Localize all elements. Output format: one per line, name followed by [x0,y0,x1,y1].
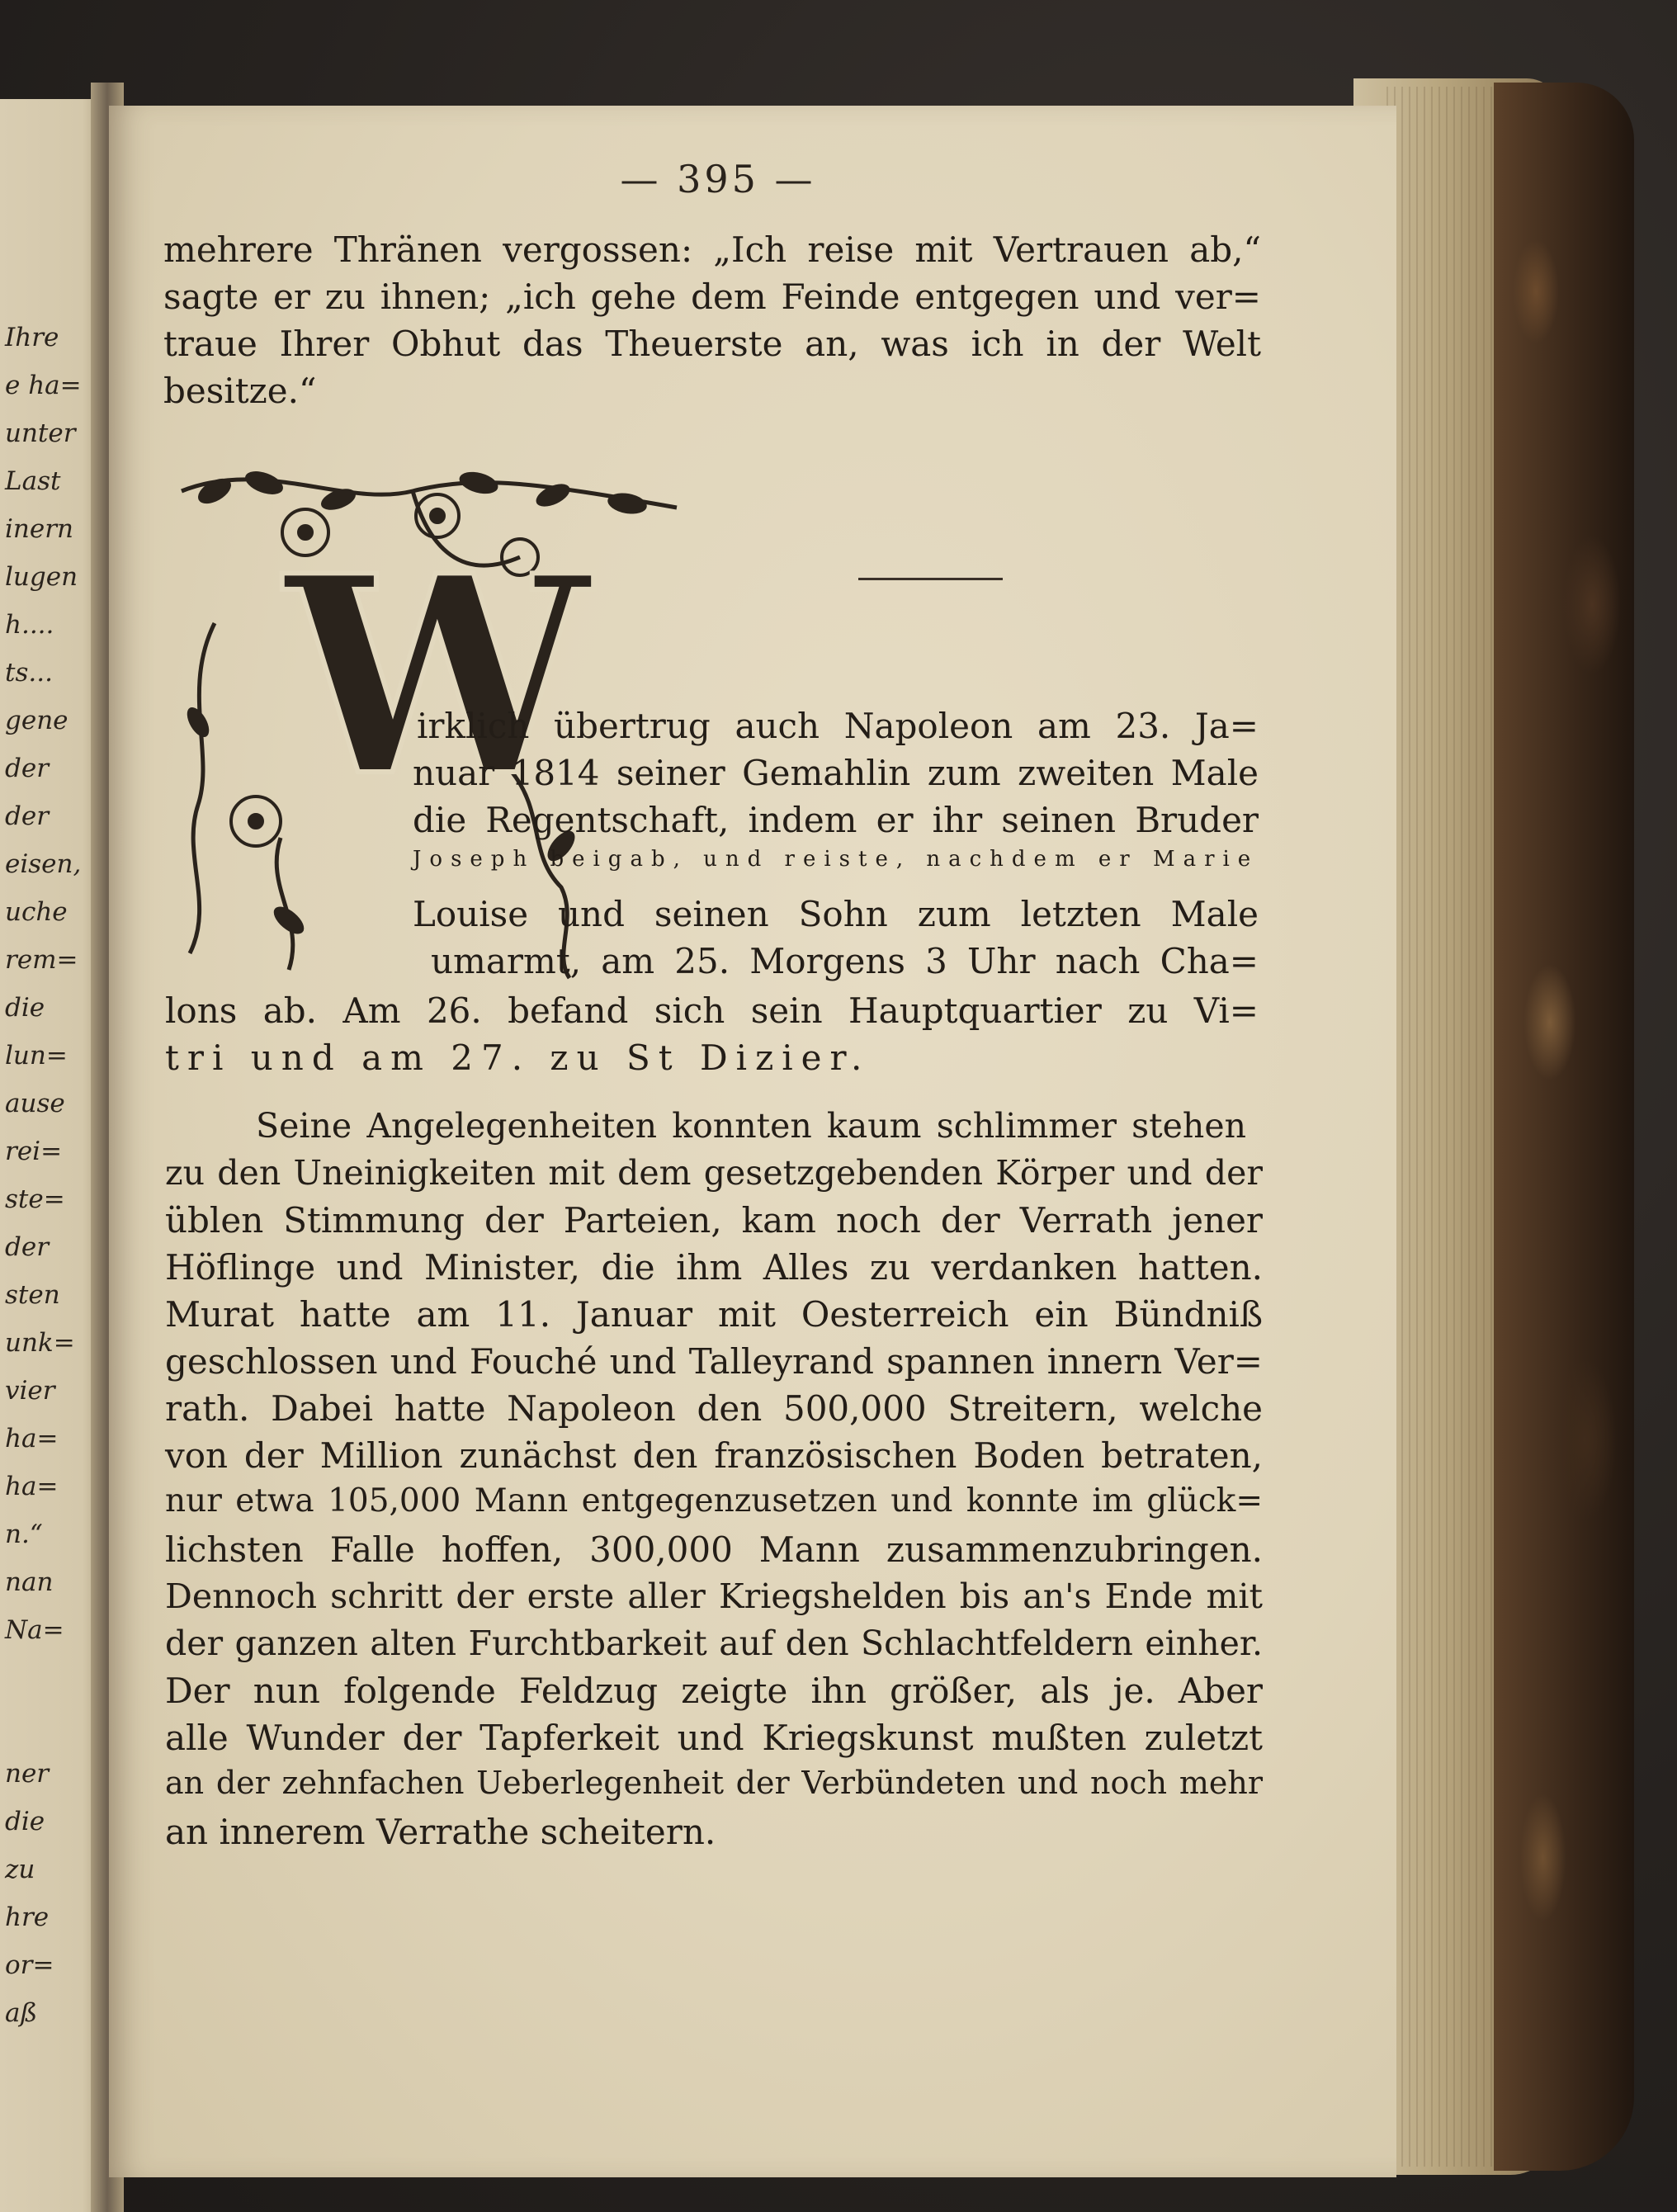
text-line: der ganzen alten Furchtbarkeit auf den Schlachtfeldern einher. [165,1624,1263,1663]
text-line: umarmt, am 25. Morgens 3 Uhr nach Cha= [431,941,1259,981]
section-rule [858,578,1003,580]
text-line: nur etwa 105,000 Mann entgegenzusetzen und konnte im glück= [165,1482,1263,1520]
text-line: alle Wunder der Tapferkeit und Kriegskunst mußten zuletzt [165,1718,1263,1758]
text-line: nuar 1814 seiner Gemahlin zum zweiten Male [413,753,1259,793]
text-line: sagte er zu ihnen; „ich gehe dem Feinde entgegen und ver= [163,276,1261,317]
text-line: die Regentschaft, indem er ihr seinen Bruder [413,800,1259,840]
marbled-edge [1494,83,1634,2171]
text-line: Der nun folgende Feldzug zeigte ihn größer, als je. Aber [165,1671,1263,1711]
text-line: geschlossen und Fouché und Talleyrand spannen innern Ver= [165,1341,1263,1382]
text-line: an der zehnfachen Ueberlegenheit der Verbündeten und noch mehr [165,1765,1263,1801]
text-line: rath. Dabei hatte Napoleon den 500,000 Streitern, welche [165,1388,1263,1429]
text-line: von der Million zunächst den französischen Boden betraten, [165,1435,1263,1476]
text-line: Seine Angelegenheiten konnten kaum schlimmer stehen [256,1106,1246,1146]
dropcap-letter: W [284,516,591,836]
text-line: lons ab. Am 26. befand sich sein Hauptquartier zu Vi= [165,990,1259,1031]
text-line: Joseph beigab, und reiste, nachdem er Marie [413,847,1259,872]
left-page [0,99,103,2212]
text-line: traue Ihrer Obhut das Theuerste an, was ich in der Welt [163,324,1261,364]
text-line: Höflinge und Minister, die ihm Alles zu verdanken hatten. [165,1247,1263,1288]
text-line: an innerem Verrathe scheitern. [165,1812,716,1852]
text-line: lichsten Falle hoffen, 300,000 Mann zusammenzubringen. [165,1529,1263,1570]
text-line: Louise und seinen Sohn zum letzten Male [413,894,1259,934]
page-number: — 395 — [620,157,816,201]
text-line: irklich übertrug auch Napoleon am 23. Ja= [417,706,1259,746]
text-line: zu den Uneinigkeiten mit dem gesetzgebenden Körper und der [165,1153,1263,1193]
left-page-fragments: Ihre e ha= unter Last inern lugen h.... ts... gene der der eisen, uche rem= die lun= ause rei= ste= der sten unk= vier ha= ha= n.“ nan Na= ner die zu hre or= aß [5,323,82,2028]
text-line: mehrere Thränen vergossen: „Ich reise mit Vertrauen ab,“ [163,229,1261,270]
text-line: besitze.“ [163,371,317,411]
text-line: tri und am 27. zu St Dizier. [165,1037,871,1078]
text-line: Dennoch schritt der erste aller Kriegshelden bis an's Ende mit [165,1576,1263,1616]
text-line: Murat hatte am 11. Januar mit Oesterreich ein Bündniß [165,1294,1263,1335]
text-line: üblen Stimmung der Parteien, kam noch der Verrath jener [165,1200,1263,1241]
